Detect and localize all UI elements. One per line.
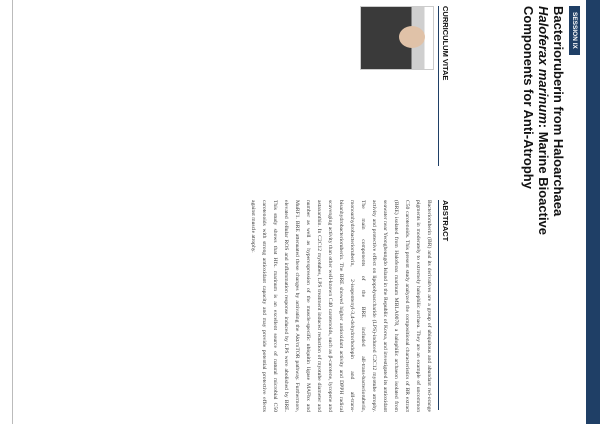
title-species: Haloferax marinum	[536, 6, 551, 124]
title-line-1: Bacterioruberin from Haloarchaea	[551, 6, 566, 217]
title-line-3: Components for Anti-Atrophy	[521, 6, 536, 189]
cv-heading: CURRICULUM VITAE	[438, 6, 450, 166]
author-photo	[360, 6, 434, 70]
abstract-body: Bacterioruberin (BR) and its derivatives are a group of ubiquitous and abundant red-orange pigments in moderately to extremely halophilic archaea. They are an example of uncommon C50 carotenoids. This present study analyzed the compositional characteristics of BR extract (BRE) isolated from Haloferax marinum MBLA0078, a halophilic archaeon isolated from seawater near Yeongheungdo Island in the Republic of Korea, and investigated its antioxidant activity and protective effect on lipopolysaccharide (LPS)-induced C2C12 myotube atrophy. The main components of the BRE included all-trans-bacterioruberin, monoanhydrobacterioruberin, 2-isopentenyl-3,4-dehydrorhodopin and all-trans-bisanhydrobacterioruberin. The BRE showed higher antioxidant activity and DPPH radical scavenging activity than other well-known C40 carotenoids, such as β-carotene, lycopene and astaxanthin. In C2C12 myotubes, LPS treatment induced reduction of myotube diameter and number as well as hyperexpression of the muscle-specific ubiquitin ligase MAFbx and MuRF1. BRE attenuated these changes by activating the Akt/mTOR pathway. Furthermore, elevated cellular ROS and inflammation response induced by LPS were abolished by BRE. This study shows that Hfx. marinum is an excellent source of natural microbial C50 carotenoids with strong antioxidant capacity and may provide potential protective effects against muscle atrophy.	[250, 200, 432, 412]
paper-title	[521, 6, 566, 246]
header-bar	[586, 0, 600, 424]
title-line-2-rest: : Marine Bioactive	[536, 123, 551, 236]
title-line-2	[536, 6, 551, 246]
session-badge: SESSION IX	[569, 6, 580, 55]
footer-bar	[0, 0, 13, 424]
abstract-heading: ABSTRACT	[438, 200, 450, 410]
